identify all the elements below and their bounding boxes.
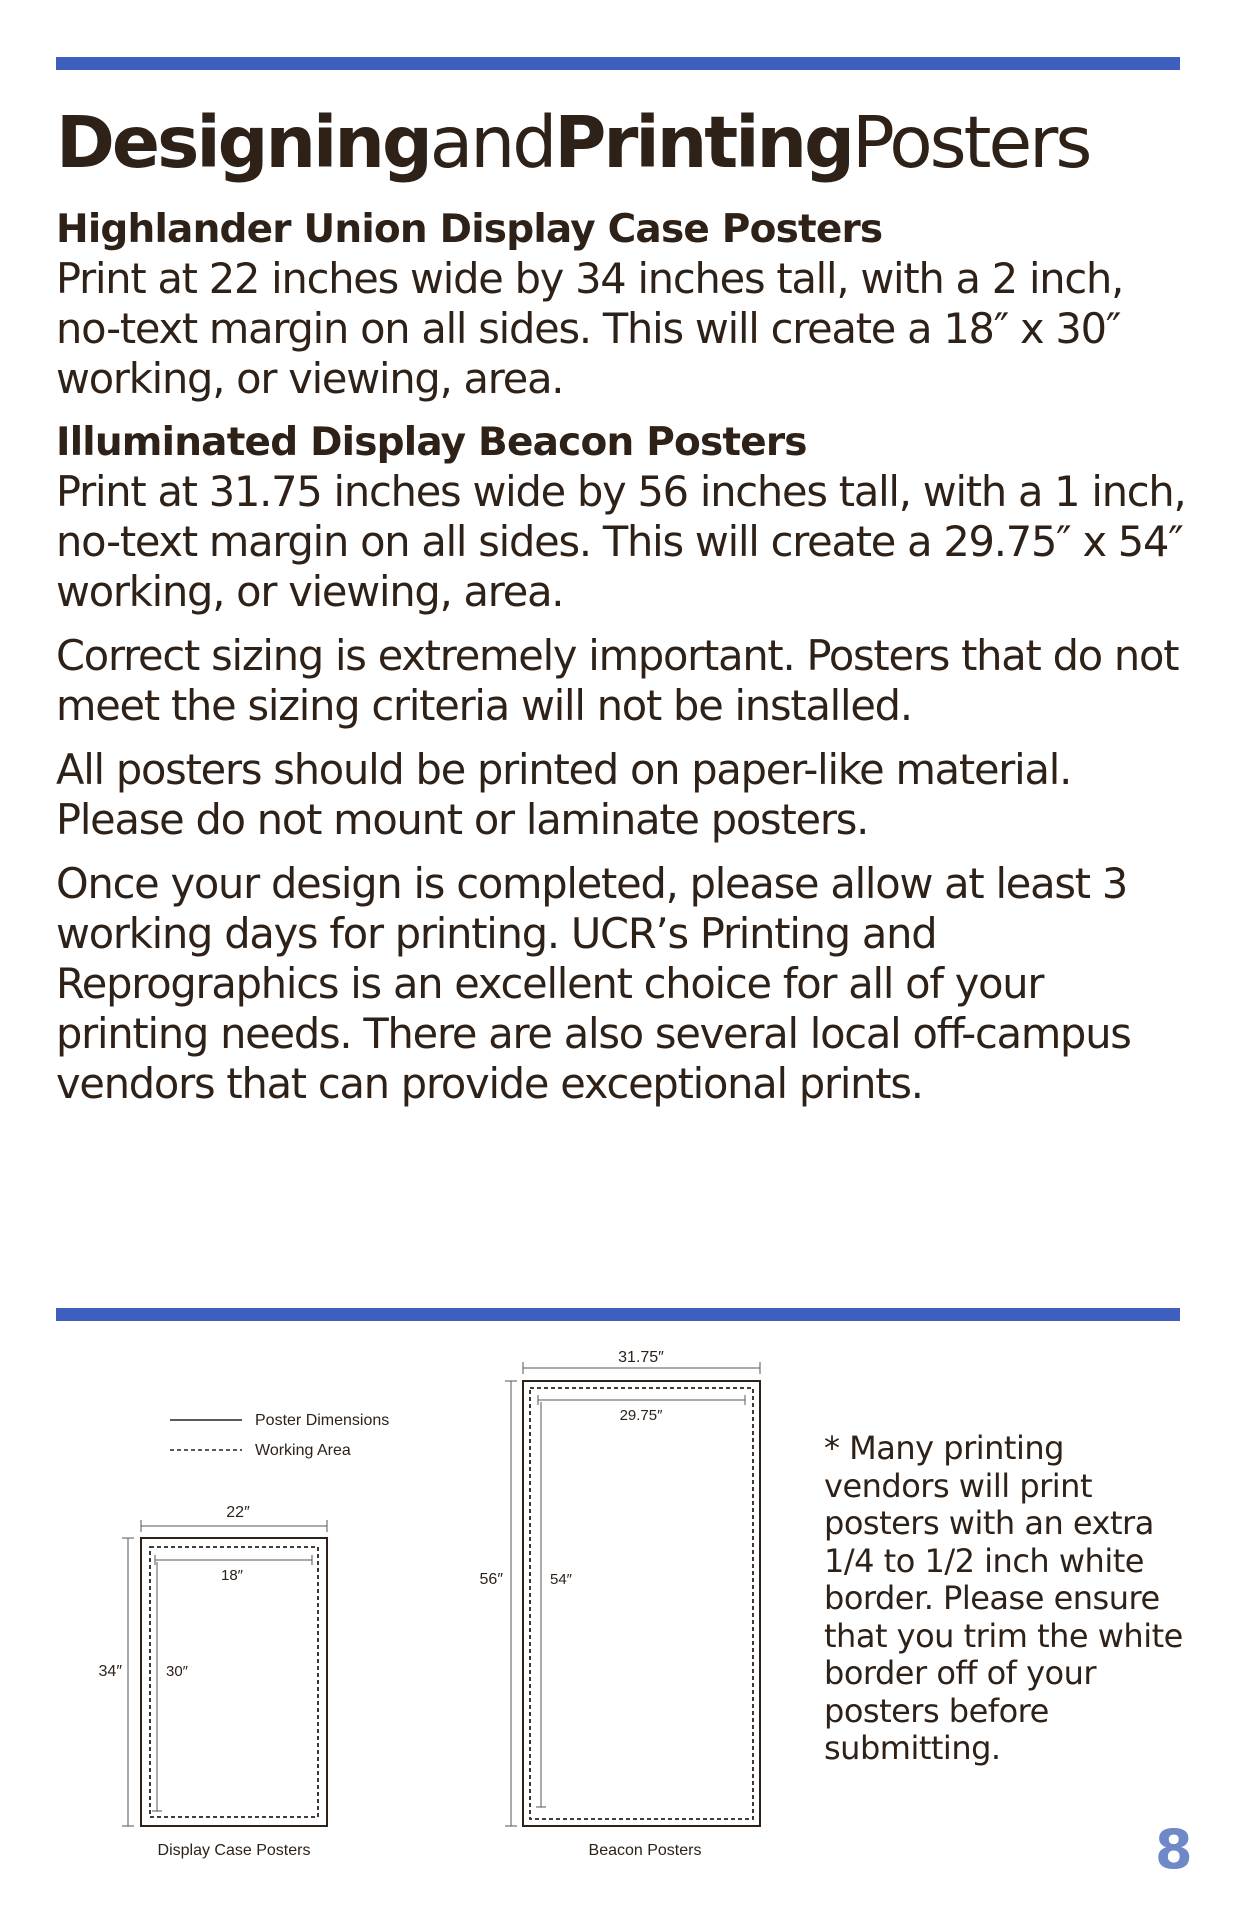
section-body: Print at 31.75 inches wide by 56 inches tall, with a 1 inch, no-text margin on all sides. This will create a 29.75″ x 54″ working, or viewing, area. [56, 467, 1186, 616]
display-case-width-label: 22″ [226, 1504, 250, 1521]
display-case-diagram [99, 1504, 327, 1859]
section-heading: Highlander Union Display Case Posters [56, 207, 883, 252]
paragraph-text: Once your design is completed, please allow at least 3 working days for printing. UCR’s Printing and Reprographics is an excellent choice for all of your printing needs. There are also several local off-campus vendors that can provide exceptional prints. [56, 859, 1131, 1108]
beacon-diagram [480, 1349, 760, 1859]
legend [170, 1412, 389, 1459]
section-heading: Illuminated Display Beacon Posters [56, 420, 807, 465]
beacon-working-area [530, 1388, 753, 1819]
beacon-height-label: 56″ [479, 1571, 503, 1588]
display-case-height-label: 34″ [98, 1663, 122, 1680]
beacon-inner-width-label: 29.75″ [619, 1407, 663, 1424]
page-number: 8 [1155, 1818, 1193, 1881]
beacon-poster-outline [523, 1381, 760, 1826]
border-note: * Many printing vendors will print posters with an extra 1/4 to 1/2 inch white border. Please ensure that you trim the white border off of your posters before submitting. [824, 1429, 1183, 1767]
display-case-working-area [150, 1547, 318, 1817]
beacon-width-label: 31.75″ [618, 1349, 664, 1366]
title-word-designing: Designing [56, 101, 430, 184]
legend-working-area: Working Area [255, 1442, 351, 1459]
paragraph-text: Correct sizing is extremely important. Posters that do not meet the sizing criteria will not be installed. [56, 631, 1179, 730]
legend-poster-dimensions: Poster Dimensions [255, 1412, 390, 1429]
display-case-inner-height-label: 30″ [166, 1663, 188, 1680]
title-word-printing: Printing [554, 101, 852, 184]
title-word-and: and [429, 101, 555, 184]
display-case-inner-width-label: 18″ [221, 1567, 243, 1584]
paragraph-text: All posters should be printed on paper-like material. Please do not mount or laminate posters. [56, 745, 1072, 844]
section-body: Print at 22 inches wide by 34 inches tall, with a 2 inch, no-text margin on all sides. This will create a 18″ x 30″ working, or viewing, area. [56, 254, 1124, 403]
display-case-caption: Display Case Posters [157, 1842, 311, 1859]
title-word-posters: Posters [851, 101, 1090, 184]
beacon-inner-height-label: 54″ [550, 1571, 572, 1588]
beacon-caption: Beacon Posters [588, 1842, 702, 1859]
